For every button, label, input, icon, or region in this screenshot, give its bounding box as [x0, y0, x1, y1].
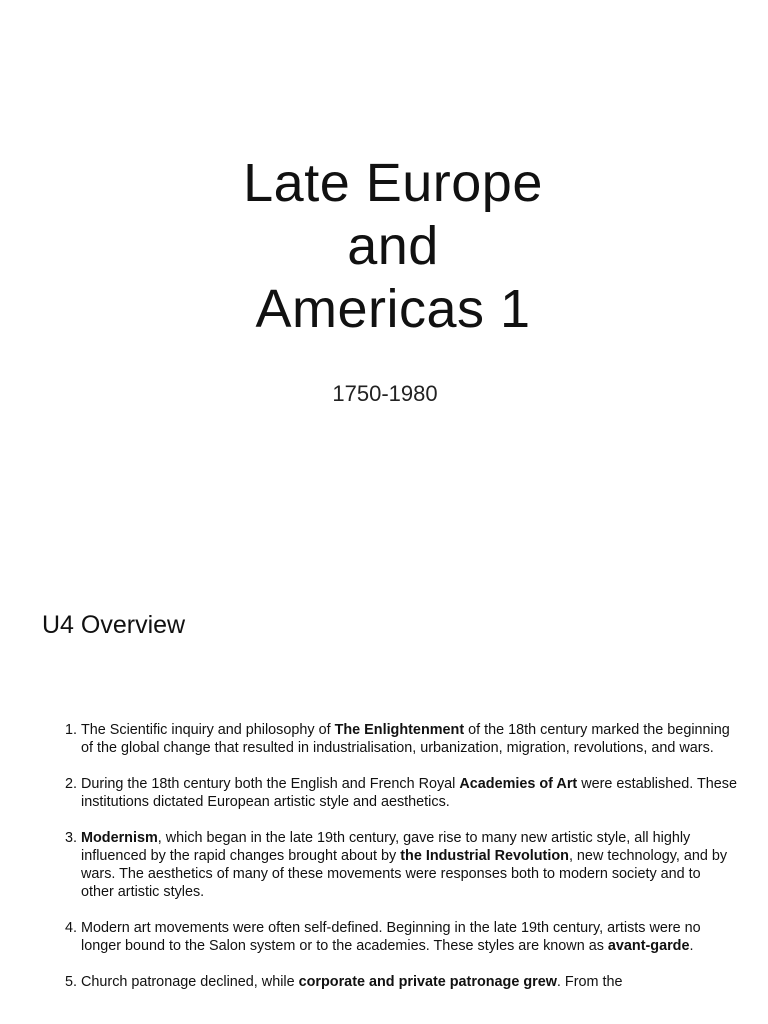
- emphasized-text: Modernism: [81, 830, 158, 846]
- title-line-3: Americas 1: [255, 279, 531, 339]
- slide-title: [0, 152, 768, 341]
- item-text: Church patronage declined, while: [81, 974, 299, 990]
- title-line-1: Late Europe: [243, 153, 543, 213]
- item-text: , which began in the late 19th century, gave rise to many new artistic style, all highly influenced by the rapid changes brought about by: [81, 830, 691, 864]
- section-heading: U4 Overview: [42, 611, 186, 639]
- list-item: [81, 973, 737, 991]
- list-item: [81, 775, 737, 811]
- item-text: were established. These institutions dictated European artistic style and aesthetics.: [81, 776, 737, 810]
- emphasized-text: Academies of Art: [459, 776, 578, 792]
- item-text: The Scientific inquiry and philosophy of: [81, 722, 335, 738]
- overview-list: [44, 721, 737, 1009]
- item-text: .: [689, 938, 694, 954]
- emphasized-text: the Industrial Revolution: [400, 848, 569, 864]
- emphasized-text: avant-garde: [607, 938, 690, 954]
- item-text: of the 18th century marked the beginning of the global change that resulted in industrialisation, urbanization, migration, revolutions, and wars.: [81, 722, 730, 756]
- item-text: During the 18th century both the English and French Royal: [81, 776, 460, 792]
- list-item: [81, 721, 737, 757]
- emphasized-text: The Enlightenment: [334, 722, 465, 738]
- date-range-subtitle: 1750-1980: [332, 381, 438, 406]
- item-text: , new technology, and by wars. The aesthetics of many of these movements were responses both to modern society and to other artistic styles.: [81, 848, 728, 900]
- item-text: . From the: [556, 974, 623, 990]
- emphasized-text: corporate and private patronage grew: [298, 974, 557, 990]
- item-text: Modern art movements were often self-defined. Beginning in the late 19th century, artists were no longer bound to the Salon system or to the academies. These styles are known as: [81, 920, 701, 954]
- list-item: [81, 829, 737, 901]
- list-item: [81, 919, 737, 955]
- title-line-2: and: [347, 216, 439, 276]
